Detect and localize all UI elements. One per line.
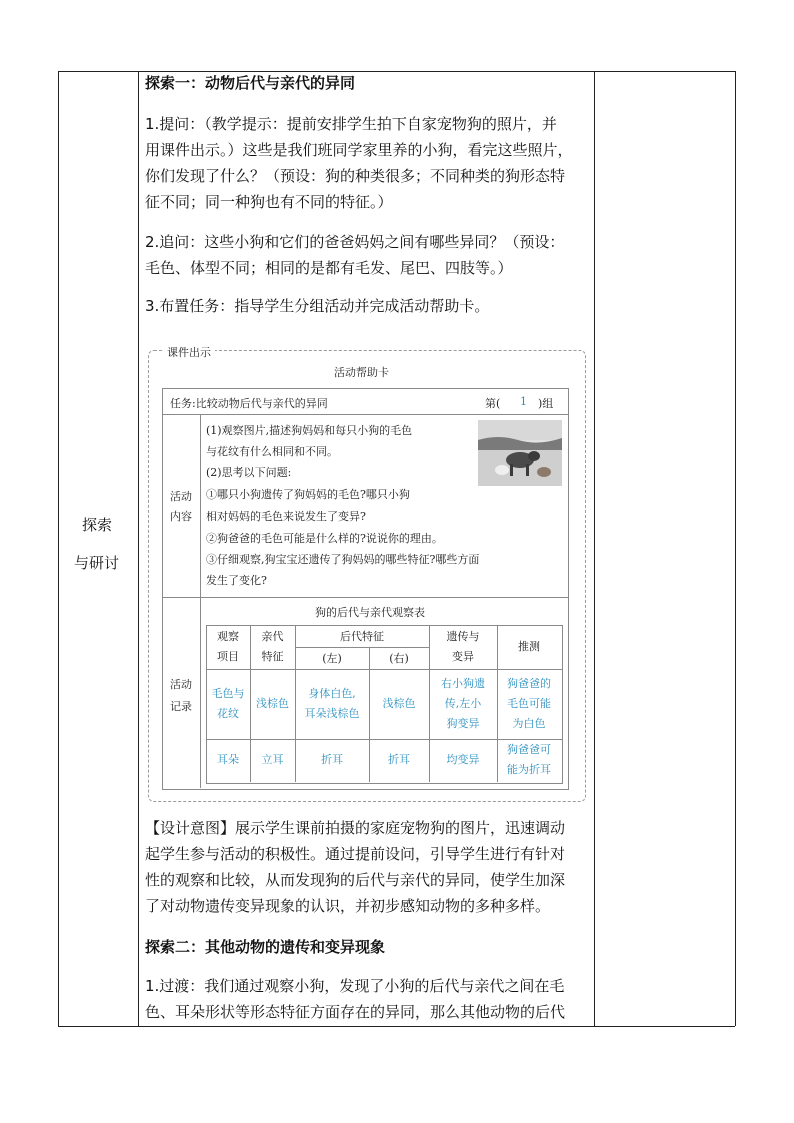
row1-variation-2: 传,左小 [444, 697, 482, 710]
row1-left-2: 耳朵浅棕色 [304, 707, 360, 720]
row2-left: 折耳 [321, 753, 343, 766]
hdr-item-1: 观察 [217, 630, 239, 643]
card-title: 活动帮助卡 [334, 366, 389, 379]
hdr-guess: 推测 [518, 640, 540, 653]
row1-left-1: 身体白色, [308, 687, 356, 700]
content-line-6: ②狗爸爸的毛色可能是什么样的?说说你的理由。 [206, 532, 443, 545]
content-line-4: ①哪只小狗遗传了狗妈妈的毛色?哪只小狗 [206, 488, 410, 501]
hdr-variation-2: 变异 [452, 650, 474, 663]
section1-heading: 探索一：动物后代与亲代的异同 [145, 74, 356, 92]
row1-item-1: 毛色与 [211, 687, 245, 700]
card-label-col [200, 414, 201, 788]
content-line-1: (1)观察图片,描述狗妈妈和每只小狗的毛色 [206, 424, 413, 437]
card-group-num: 1 [520, 395, 527, 408]
section2-p1-line-2: 色、耳朵形状等形态特征方面存在的异同，那么其他动物的后代 [145, 1003, 566, 1021]
section1-p1-line-1: 1.提问：（教学提示：提前安排学生拍下自家宠物狗的照片，并 [145, 115, 557, 133]
content-line-7: ③仔细观察,狗宝宝还遗传了狗妈妈的哪些特征?哪些方面 [206, 553, 480, 566]
observation-table-title: 狗的后代与亲代观察表 [315, 606, 425, 619]
row2-item: 耳朵 [217, 753, 239, 766]
row2-guess-1: 狗爸爸可 [507, 743, 551, 756]
hdr-parent-2: 特征 [261, 650, 284, 663]
design-line-2: 起学生参与活动的积极性。通过提前设问，引导学生进行有针对 [145, 845, 566, 863]
content-line-2: 与花纹有什么相同和不同。 [206, 445, 338, 458]
row2-parent: 立耳 [261, 753, 284, 766]
row1-right: 浅棕色 [382, 697, 416, 710]
design-line-1: 【设计意图】展示学生课前拍摄的家庭宠物狗的图片，迅速调动 [145, 819, 566, 837]
row1-item-2: 花纹 [217, 707, 239, 720]
row2-variation: 均变异 [446, 753, 480, 766]
content-line-3: (2)思考以下问题: [206, 466, 292, 479]
record-label-1: 活动 [170, 678, 192, 691]
row1-guess-3: 为白色 [512, 717, 546, 730]
card-group-post: )组 [538, 397, 554, 410]
section1-p1-line-3: 你们发现了什么？（预设：狗的种类很多；不同种类的狗形态特 [145, 167, 566, 185]
design-line-4: 了对动物遗传变异现象的认识，并初步感知动物的多种多样。 [145, 897, 551, 915]
row1-guess-1: 狗爸爸的 [507, 677, 551, 690]
dog-photo [478, 420, 562, 486]
card-line-task [162, 414, 568, 415]
content-label-1: 活动 [170, 490, 192, 503]
row1-guess-2: 毛色可能 [507, 697, 551, 710]
row-label-line-2: 与研讨 [74, 554, 120, 572]
row1-parent: 浅棕色 [256, 697, 289, 710]
row1-variation-3: 狗变异 [446, 717, 480, 730]
section1-p2-line-1: 2.追问：这些小狗和它们的爸爸妈妈之间有哪些异同？（预设： [145, 233, 565, 251]
card-tag: 课件出示 [163, 344, 215, 360]
section1-p1-line-4: 征不同；同一种狗也有不同的特征。） [145, 193, 393, 211]
table-left-border [58, 71, 59, 1026]
design-line-3: 性的观察和比较，从而发现狗的后代与亲代的异同，使学生加深 [145, 871, 566, 889]
hdr-right: (右) [389, 652, 409, 665]
hdr-variation-1: 遗传与 [446, 630, 480, 643]
hdr-parent-1: 亲代 [261, 630, 284, 643]
section1-p1-line-2: 用课件出示。）这些是我们班同学家里养的小狗，看完这些照片， [145, 141, 573, 159]
row1-variation-1: 右小狗遗 [441, 677, 485, 690]
row2-guess-2: 能为折耳 [507, 763, 551, 776]
section2-heading: 探索二：其他动物的遗传和变异现象 [145, 938, 386, 956]
hdr-offspring: 后代特征 [340, 630, 384, 643]
record-label-2: 记录 [170, 700, 192, 713]
hdr-item-2: 项目 [217, 650, 239, 663]
card-task: 任务:比较动物后代与亲代的异同 [170, 397, 328, 410]
content-line-5: 相对妈妈的毛色来说发生了变异? [206, 510, 366, 523]
section2-p1-line-1: 1.过渡：我们通过观察小狗，发现了小狗的后代与亲代之间在毛 [145, 977, 565, 995]
table-col-divider-2 [594, 71, 595, 1026]
section1-p3: 3.布置任务：指导学生分组活动并完成活动帮助卡。 [145, 297, 490, 315]
content-label-2: 内容 [170, 510, 192, 523]
card-group-pre: 第( [485, 397, 501, 410]
table-right-border [735, 71, 736, 1026]
hdr-left: (左) [322, 652, 342, 665]
section1-p2-line-2: 毛色、体型不同；相同的是都有毛发、尾巴、四肢等。） [145, 259, 513, 277]
card-line-content [162, 597, 568, 598]
table-col-divider-1 [138, 71, 139, 1026]
table-bottom-border [58, 1026, 735, 1027]
row2-right: 折耳 [388, 753, 410, 766]
content-line-8: 发生了变化? [206, 574, 267, 587]
row-label-line-1: 探索 [82, 516, 113, 534]
